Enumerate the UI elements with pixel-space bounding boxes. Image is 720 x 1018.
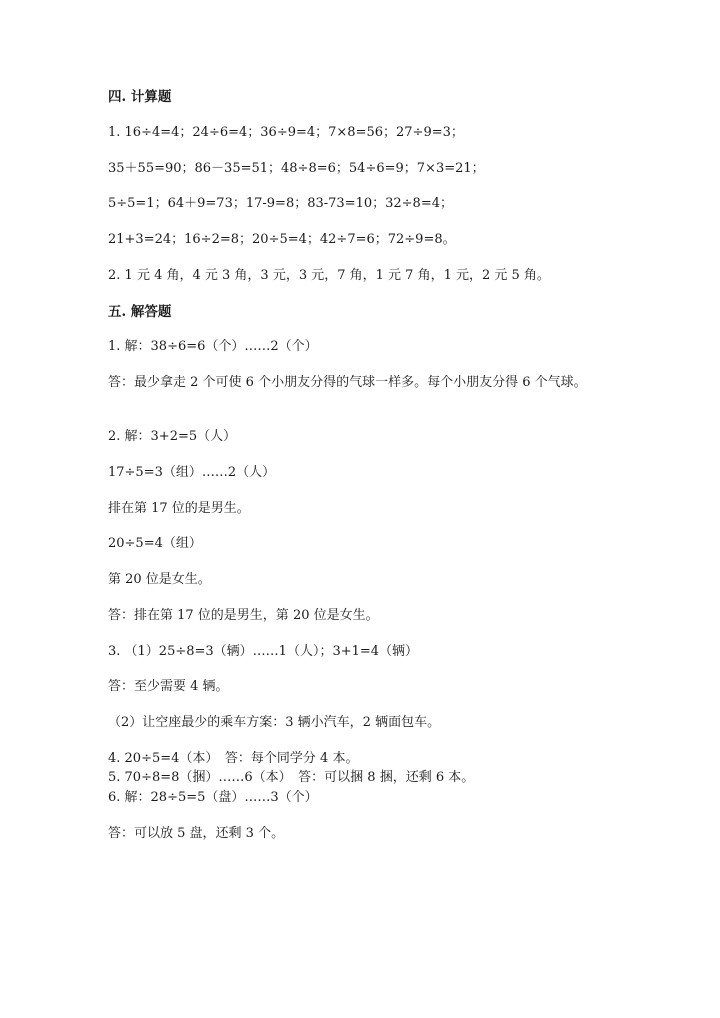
answer-2-step-3: 排在第 17 位的是男生。 [108,501,250,516]
calc-line-5: 2. 1 元 4 角，4 元 3 角，3 元，3 元，7 角，1 元 7 角，1 元，2 元 5 角。 [108,268,550,283]
answer-2-step-5: 第 20 位是女生。 [108,572,211,587]
answer-6-solution: 6. 解：28÷5=5（盘）……3（个） [108,790,318,805]
section-5-heading: 五. 解答题 [108,304,172,320]
answer-2-step-2: 17÷5=3（组）……2（人） [108,465,276,480]
calc-line-1: 1. 16÷4=4；24÷6=4；36÷9=4；7×8=56；27÷9=3； [108,125,464,140]
answer-2-step-1: 2. 解：3+2=5（人） [108,429,237,444]
answer-6-conclusion: 答：可以放 5 盘，还剩 3 个。 [108,826,285,841]
answer-4: 4. 20÷5=4（本） 答：每个同学分 4 本。 [108,751,359,766]
answer-2-step-4: 20÷5=4（组） [108,536,202,551]
answer-3-part-2: （2）让空座最少的乘车方案：3 辆小汽车，2 辆面包车。 [108,715,441,730]
calc-line-3: 5÷5=1；64＋9=73；17-9=8；83-73=10；32÷8=4； [108,196,453,211]
answer-1-solution: 1. 解：38÷6=6（个）……2（个） [108,339,318,354]
answer-1-conclusion: 答：最少拿走 2 个可使 6 个小朋友分得的气球一样多。每个小朋友分得 6 个气球。 [108,375,587,390]
answer-2-conclusion: 答：排在第 17 位的是男生，第 20 位是女生。 [108,608,379,623]
section-4-heading: 四. 计算题 [108,89,172,105]
answer-5: 5. 70÷8=8（捆）……6（本） 答：可以捆 8 捆，还剩 6 本。 [108,770,475,785]
answer-3-part-1: 3. （1）25÷8=3（辆）……1（人）；3+1=4（辆） [108,644,419,659]
answer-3-conclusion: 答：至少需要 4 辆。 [108,679,229,694]
calc-line-2: 35＋55=90；86－35=51；48÷8=6；54÷6=9；7×3=21； [108,161,485,176]
calc-line-4: 21+3=24；16÷2=8；20÷5=4；42÷7=6；72÷9=8。 [108,232,456,247]
